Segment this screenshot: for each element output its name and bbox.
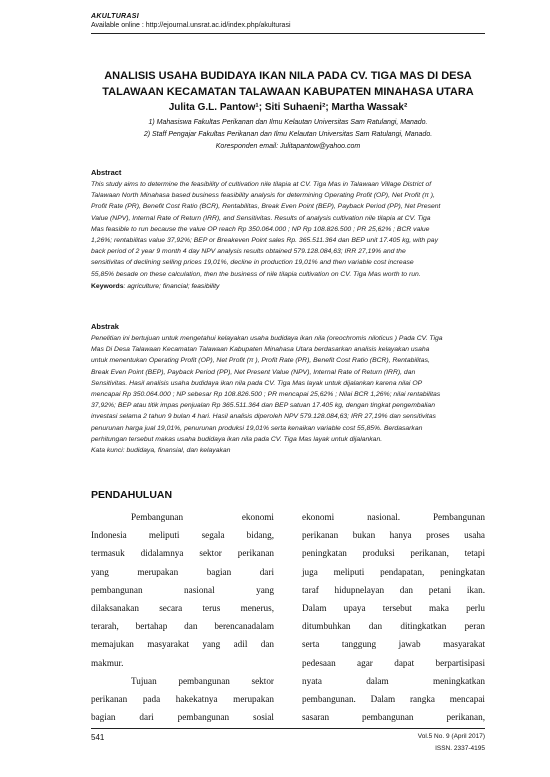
abstrak-line: 37,92%; BEP atau titik impas penjualan Rp 365.511.364 dan BEP satuan 17.405 kg, dengan tingkat pengembalian	[91, 402, 435, 410]
abstrak-line: perhitungan tersebut makas usaha budidaya ikan nila pada CV. Tiga Mas layak untuk dijalankan.	[91, 435, 383, 443]
abstrak-heading: Abstrak	[91, 322, 119, 331]
body-column-left	[91, 508, 274, 726]
abstrak-line: mencapai Rp 350.064.000 ; NP sebesar Rp 108.826.500 ; PR mencapai 25,62% ; Nilai BCR 1,26%; nilai rentabilitas	[91, 391, 441, 399]
body-line: Pembangunan ekonomi	[131, 512, 274, 522]
body-line: perikanan bukan hanya proses usaha	[302, 530, 485, 541]
body-line: perikanan pada hakekatnya merupakan	[91, 694, 274, 705]
body-line: sasaran pembangunan perikanan,	[302, 712, 485, 723]
header-rule	[91, 33, 485, 34]
abstract-line: Profit Rate (PR), Benefit Cost Ratio (BCR), Rentabilitas, Break Even Point (BEP), Payback Period (PP), Net Present	[91, 203, 441, 211]
abstrak-line: penurunan harga jual 19,01%, penurunan produksi 19,01% serta kenaikan variable cost 55,85%. Berdasarkan	[91, 424, 423, 432]
body-line: dilaksanakan secara terus menerus,	[91, 603, 274, 614]
abstrak-line: Penelitian ini bertujuan untuk mengetahui kelayakan usaha budidaya ikan nila (oreochromis niloticus ) Pada CV. Tiga	[91, 335, 443, 342]
keywords	[91, 283, 486, 290]
page-number: 541	[91, 733, 105, 742]
body-line: terarah, bertahap dan berencanadalam	[91, 621, 274, 632]
body-line: bagian dari pembangunan sosial	[91, 712, 274, 723]
body-line: pedesaan agar dapat berpartisipasi	[302, 657, 485, 668]
abstract-line: Mas feasible to run because the value OP reach Rp 350.064.000 ; NP Rp 108.826.500 ; PR 25,62% ; BCR value	[91, 225, 430, 233]
body-line: Indonesia meliputi segala bidang,	[91, 530, 274, 541]
correspondence-email[interactable]: Koresponden email: Julitapantow@yahoo.com	[215, 143, 361, 150]
keywords-text: : agriculture; financial; feasibility	[123, 283, 220, 290]
body-line: peningkatan produksi perikanan, tetapi	[302, 548, 485, 559]
paper-title-line-2: TALAWAAN KECAMATAN TALAWAAN KABUPATEN MINAHASA UTARA	[102, 86, 474, 98]
section-heading-pendahuluan: PENDAHULUAN	[91, 489, 173, 501]
abstract-line: 55,85% besade on these calculation, then the business of nile tilapia cultivation on CV. Tiga Mas worth to run.	[91, 270, 421, 278]
body-line: termasuk didalamnya sektor perikanan	[91, 548, 274, 559]
body-line: Tujuan pembangunan sektor	[131, 675, 274, 686]
abstract-english	[91, 179, 486, 280]
abstract-line: This study aims to determine the feasibility of cultivation nile tilapia at CV. Tiga Mas in Talawaan Village District of	[91, 181, 432, 188]
volume-info: Vol.5 No. 9 (April 2017)	[417, 733, 485, 740]
journal-name: AKULTURASI	[91, 13, 139, 20]
body-line: makmur.	[91, 657, 124, 668]
abstract-line: back period of 2 year 9 month 4 day NPV analysis results obtained 579.128.084,63; IRR 27,19% and the	[91, 248, 406, 256]
affiliation-2: 2) Staff Pengajar Fakultas Perikanan dan Ilmu Kelautan Universitas Sam Ratulangi, Manado.	[143, 131, 433, 138]
body-line: Dalam upaya tersebut maka perlu	[302, 603, 485, 614]
body-line: ditumbuhkan dan ditingkatkan peran	[302, 621, 485, 632]
abstrak-line: Sensitivitas. Hasil analisis usaha budidaya ikan nila pada CV. Tiga Mas layak untuk dijalankan karena nilai OP	[91, 379, 423, 387]
body-line: yang merupakan bagian dari	[91, 566, 274, 577]
affiliation-1: 1) Mahasiswa Fakultas Perikanan dan Ilmu Kelautan Universitas Sam Ratulangi, Manado.	[148, 119, 428, 126]
body-line: pembangunan. Dalam rangka mencapai	[302, 694, 485, 705]
available-online-link[interactable]: Available online : http://ejournal.unsrat.ac.id/index.php/akulturasi	[91, 22, 291, 29]
issn: ISSN. 2337-4195	[435, 745, 485, 752]
abstrak-line: untuk menentukan Operating Profit (OP), Net Profit (π ), Profit Rate (PR), Benefit Cost Ratio (BCR), Rentabilitas,	[91, 357, 430, 365]
abstrak-line: Mas Di Desa Talawaan Kecamatan Talawaan Kabupaten Minahasa Utara berdasarkan analisis kelayakan usaha	[91, 346, 430, 354]
body-line: nyata dalam meningkatkan	[302, 675, 485, 686]
body-line: pembangunan nasional yang	[91, 584, 274, 595]
abstract-line: Value (NPV), Internal Rate of Return (IRR), and Sensitivitas. Results of analysis cultivation nile tilapia at CV. Tiga	[91, 214, 431, 222]
kata-kunci: Kata kunci: budidaya, finansial, dan kelayakan	[91, 447, 231, 455]
body-line: juga meliputi pendapatan, peningkatan	[302, 566, 485, 577]
paper-title-line-1: ANALISIS USAHA BUDIDAYA IKAN NILA PADA CV. TIGA MAS DI DESA	[104, 70, 472, 82]
abstract-line: sensitivitas of declining selling prices 19,01%, decline in production 19,01% and then variable cost increase	[91, 259, 414, 267]
author-list: Julita G.L. Pantow¹; Siti Suhaeni²; Martha Wassak²	[168, 102, 408, 113]
abstrak-line: Break Even Point (BEP), Payback Period (PP), Net Present Value (NPV), Internal Rate of Return (IRR), dan	[91, 368, 416, 376]
body-line: serta tanggung jawab masyarakat	[302, 639, 485, 650]
footer-rule	[91, 728, 485, 729]
abstract-line: 1,26%; rentabilitas value 37,92%; BEP or Breakeven Point sales Rp. 365.511.364 dan BEP unit 17.405 kg, with pay	[91, 237, 438, 245]
abstract-indonesian	[91, 333, 486, 456]
abstrak-line: investasi selama 2 tahun 9 bulan 4 hari. Hasil analisis diperoleh NPV 579.128.084,63; IRR 27,19% dan sensitivitas	[91, 413, 436, 421]
body-line: taraf hidupnelayan dan petani ikan.	[302, 584, 485, 595]
abstract-line: Talawaan North Minahasa based business feasibility analysis for determining Operating Profit (OP), Net Profit (π ),	[91, 192, 435, 200]
body-line: memajukan masyarakat yang adil dan	[91, 639, 274, 650]
abstract-heading: Abstract	[91, 168, 122, 177]
keywords-label: Keywords	[91, 283, 124, 290]
body-column-right	[302, 508, 485, 726]
body-line: ekonomi nasional. Pembangunan	[302, 512, 485, 522]
